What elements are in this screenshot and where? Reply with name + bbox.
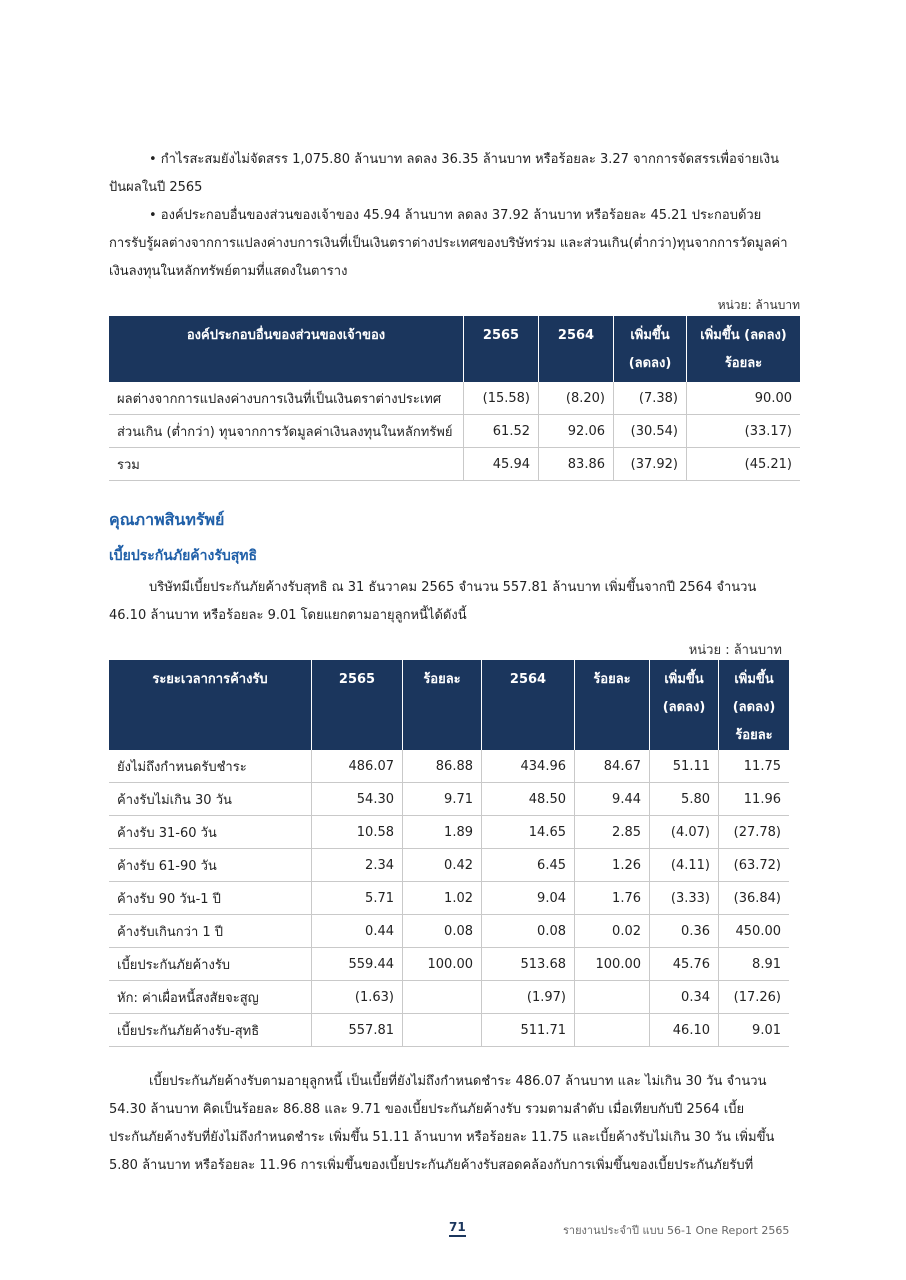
table-cell: (63.72) xyxy=(719,849,790,882)
section-paragraph-line-2: 46.10 ล้านบาท หรือร้อยละ 9.01 โดยแยกตามอายุลูกหนี้ได้ดังนี้ xyxy=(109,608,467,623)
table-cell: 511.71 xyxy=(482,1014,575,1047)
table-cell: 51.11 xyxy=(650,750,719,783)
table-row xyxy=(109,1014,789,1047)
table-cell: ค้างรับเกินกว่า 1 ปี xyxy=(109,915,312,948)
table-cell: รวม xyxy=(109,448,464,481)
table-cell: (1.97) xyxy=(482,981,575,1014)
table-cell: ค้างรับ 61-90 วัน xyxy=(109,849,312,882)
table-cell: 100.00 xyxy=(403,948,482,981)
table-cell: 0.02 xyxy=(575,915,650,948)
closing-line-4: 5.80 ล้านบาท หรือร้อยละ 11.96 การเพิ่มขึ้นของเบี้ยประกันภัยค้างรับสอดคล้องกับการเพิ่มขึ้นของเบี้ยประกันภัยรับที่ xyxy=(109,1158,754,1173)
table-row xyxy=(109,849,789,882)
table1-header-change: เพิ่มขึ้น (ลดลง) xyxy=(614,316,687,382)
table-cell: (4.07) xyxy=(650,816,719,849)
table2-header-pct-2564: ร้อยละ xyxy=(575,660,650,750)
section-heading: คุณภาพสินทรัพย์ xyxy=(109,510,225,529)
table-row xyxy=(109,382,800,415)
table-cell: 8.91 xyxy=(719,948,790,981)
table-cell: 9.71 xyxy=(403,783,482,816)
table-row xyxy=(109,415,800,448)
table-cell: 2.34 xyxy=(312,849,403,882)
table-cell: ค้างรับ 90 วัน-1 ปี xyxy=(109,882,312,915)
table-cell: 513.68 xyxy=(482,948,575,981)
table-cell: 0.42 xyxy=(403,849,482,882)
table-cell: 2.85 xyxy=(575,816,650,849)
table-cell: (33.17) xyxy=(687,415,801,448)
table-cell: (30.54) xyxy=(614,415,687,448)
page-number: 71 xyxy=(449,1220,466,1237)
table-cell: ผลต่างจากการแปลงค่างบการเงินที่เป็นเงินตราต่างประเทศ xyxy=(109,382,464,415)
table-cell xyxy=(403,981,482,1014)
table-cell: 45.94 xyxy=(464,448,539,481)
table1-unit: หน่วย: ล้านบาท xyxy=(717,298,800,312)
table-cell xyxy=(575,981,650,1014)
table-cell: 11.75 xyxy=(719,750,790,783)
table-cell: 9.44 xyxy=(575,783,650,816)
table-cell: (7.38) xyxy=(614,382,687,415)
table-row xyxy=(109,882,789,915)
closing-line-1: เบี้ยประกันภัยค้างรับตามอายุลูกหนี้ เป็นเบี้ยที่ยังไม่ถึงกำหนดชำระ 486.07 ล้านบาท และ ไม่เกิน 30 วัน จำนวน xyxy=(149,1074,767,1089)
table-cell: ยังไม่ถึงกำหนดรับชำระ xyxy=(109,750,312,783)
table-cell: 86.88 xyxy=(403,750,482,783)
table-cell: 6.45 xyxy=(482,849,575,882)
table-cell: เบี้ยประกันภัยค้างรับ xyxy=(109,948,312,981)
report-title: รายงานประจำปี แบบ 56-1 One Report 2565 xyxy=(563,1224,790,1237)
intro-bullet-1-line-2: ปันผลในปี 2565 xyxy=(109,180,203,195)
table-cell: 5.71 xyxy=(312,882,403,915)
table-cell: 100.00 xyxy=(575,948,650,981)
table-cell: 1.89 xyxy=(403,816,482,849)
intro-bullet-2-line-1: • องค์ประกอบอื่นของส่วนของเจ้าของ 45.94 ล้านบาท ลดลง 37.92 ล้านบาท หรือร้อยละ 45.21 ประกอบด้วย xyxy=(149,208,762,223)
table-cell: 0.44 xyxy=(312,915,403,948)
table-cell: (4.11) xyxy=(650,849,719,882)
table2-header-2564: 2564 xyxy=(482,660,575,750)
table1-header-2564: 2564 xyxy=(539,316,614,382)
table-cell: (45.21) xyxy=(687,448,801,481)
table-cell: 14.65 xyxy=(482,816,575,849)
table-cell: 0.36 xyxy=(650,915,719,948)
table-cell: 10.58 xyxy=(312,816,403,849)
table-cell: 557.81 xyxy=(312,1014,403,1047)
table-cell: 559.44 xyxy=(312,948,403,981)
intro-bullet-1 xyxy=(109,146,809,202)
table-cell: 48.50 xyxy=(482,783,575,816)
table-cell: 45.76 xyxy=(650,948,719,981)
table-cell: (15.58) xyxy=(464,382,539,415)
table-cell: ค้างรับ 31-60 วัน xyxy=(109,816,312,849)
intro-bullet-2-line-3: เงินลงทุนในหลักทรัพย์ตามที่แสดงในตาราง xyxy=(109,264,348,279)
table-cell: 92.06 xyxy=(539,415,614,448)
table-cell: (37.92) xyxy=(614,448,687,481)
closing-line-2: 54.30 ล้านบาท คิดเป็นร้อยละ 86.88 และ 9.71 ของเบี้ยประกันภัยค้างรับ รวมตามลำดับ เมื่อเทียบกับปี 2564 เบี้ย xyxy=(109,1102,745,1117)
table-cell: ค้างรับไม่เกิน 30 วัน xyxy=(109,783,312,816)
table-cell: 9.04 xyxy=(482,882,575,915)
table-cell: 46.10 xyxy=(650,1014,719,1047)
section-subheading: เบี้ยประกันภัยค้างรับสุทธิ xyxy=(109,548,258,564)
premium-receivable-table xyxy=(109,660,789,1047)
table2-header-change-pct: เพิ่มขึ้น (ลดลง) ร้อยละ xyxy=(719,660,790,750)
section-paragraph-line-1: บริษัทมีเบี้ยประกันภัยค้างรับสุทธิ ณ 31 ธันวาคม 2565 จำนวน 557.81 ล้านบาท เพิ่มขึ้นจากปี 2564 จำนวน xyxy=(149,580,757,595)
table-cell: (8.20) xyxy=(539,382,614,415)
table-cell: 9.01 xyxy=(719,1014,790,1047)
table-row xyxy=(109,816,789,849)
table-cell: ส่วนเกิน (ต่ำกว่า) ทุนจากการวัดมูลค่าเงินลงทุนในหลักทรัพย์ xyxy=(109,415,464,448)
table1-header-component: องค์ประกอบอื่นของส่วนของเจ้าของ xyxy=(109,316,464,382)
table-cell: 450.00 xyxy=(719,915,790,948)
table-cell: 0.34 xyxy=(650,981,719,1014)
closing-line-3: ประกันภัยค้างรับที่ยังไม่ถึงกำหนดชำระ เพิ่มขึ้น 51.11 ล้านบาท หรือร้อยละ 11.75 และเบี้ยค้างรับไม่เกิน 30 วัน เพิ่มขึ้น xyxy=(109,1130,775,1145)
table-cell: 5.80 xyxy=(650,783,719,816)
table2-header-change: เพิ่มขึ้น (ลดลง) xyxy=(650,660,719,750)
intro-bullet-2-line-2: การรับรู้ผลต่างจากการแปลงค่างบการเงินที่เป็นเงินตราต่างประเทศของบริษัทร่วม และส่วนเกิน(ต่ำกว่า)ทุนจากการวัดมูลค่า xyxy=(109,236,788,251)
intro-bullet-2 xyxy=(109,202,809,286)
table2-header-pct-2565: ร้อยละ xyxy=(403,660,482,750)
table-cell: (27.78) xyxy=(719,816,790,849)
table-cell xyxy=(575,1014,650,1047)
table-cell: (3.33) xyxy=(650,882,719,915)
table1-header-change-pct: เพิ่มขึ้น (ลดลง) ร้อยละ xyxy=(687,316,801,382)
closing-paragraph xyxy=(109,1068,809,1180)
table-cell: 54.30 xyxy=(312,783,403,816)
table-cell: 11.96 xyxy=(719,783,790,816)
table-cell: 434.96 xyxy=(482,750,575,783)
table2-unit: หน่วย : ล้านบาท xyxy=(688,643,782,658)
table-row xyxy=(109,783,789,816)
table-cell: 1.02 xyxy=(403,882,482,915)
table-cell: 61.52 xyxy=(464,415,539,448)
table-cell: 90.00 xyxy=(687,382,801,415)
table-cell: 0.08 xyxy=(403,915,482,948)
table-cell: 84.67 xyxy=(575,750,650,783)
table-cell: (17.26) xyxy=(719,981,790,1014)
table-cell: (36.84) xyxy=(719,882,790,915)
table-cell: หัก: ค่าเผื่อหนี้สงสัยจะสูญ xyxy=(109,981,312,1014)
table-cell: 0.08 xyxy=(482,915,575,948)
table-cell: 486.07 xyxy=(312,750,403,783)
table-row xyxy=(109,948,789,981)
intro-bullet-1-line-1: • กำไรสะสมยังไม่จัดสรร 1,075.80 ล้านบาท ลดลง 36.35 ล้านบาท หรือร้อยละ 3.27 จากการจัดสรรเพื่อจ่ายเงิน xyxy=(149,152,779,167)
section-paragraph xyxy=(109,574,809,630)
table-row xyxy=(109,750,789,783)
table-cell: 1.26 xyxy=(575,849,650,882)
table2-header-period: ระยะเวลาการค้างรับ xyxy=(109,660,312,750)
other-equity-table xyxy=(109,316,800,481)
table2-header-2565: 2565 xyxy=(312,660,403,750)
table1-header-2565: 2565 xyxy=(464,316,539,382)
table-row xyxy=(109,448,800,481)
table-cell xyxy=(403,1014,482,1047)
table-row xyxy=(109,915,789,948)
table-cell: (1.63) xyxy=(312,981,403,1014)
table-cell: เบี้ยประกันภัยค้างรับ-สุทธิ xyxy=(109,1014,312,1047)
table-cell: 83.86 xyxy=(539,448,614,481)
table-cell: 1.76 xyxy=(575,882,650,915)
table-row xyxy=(109,981,789,1014)
